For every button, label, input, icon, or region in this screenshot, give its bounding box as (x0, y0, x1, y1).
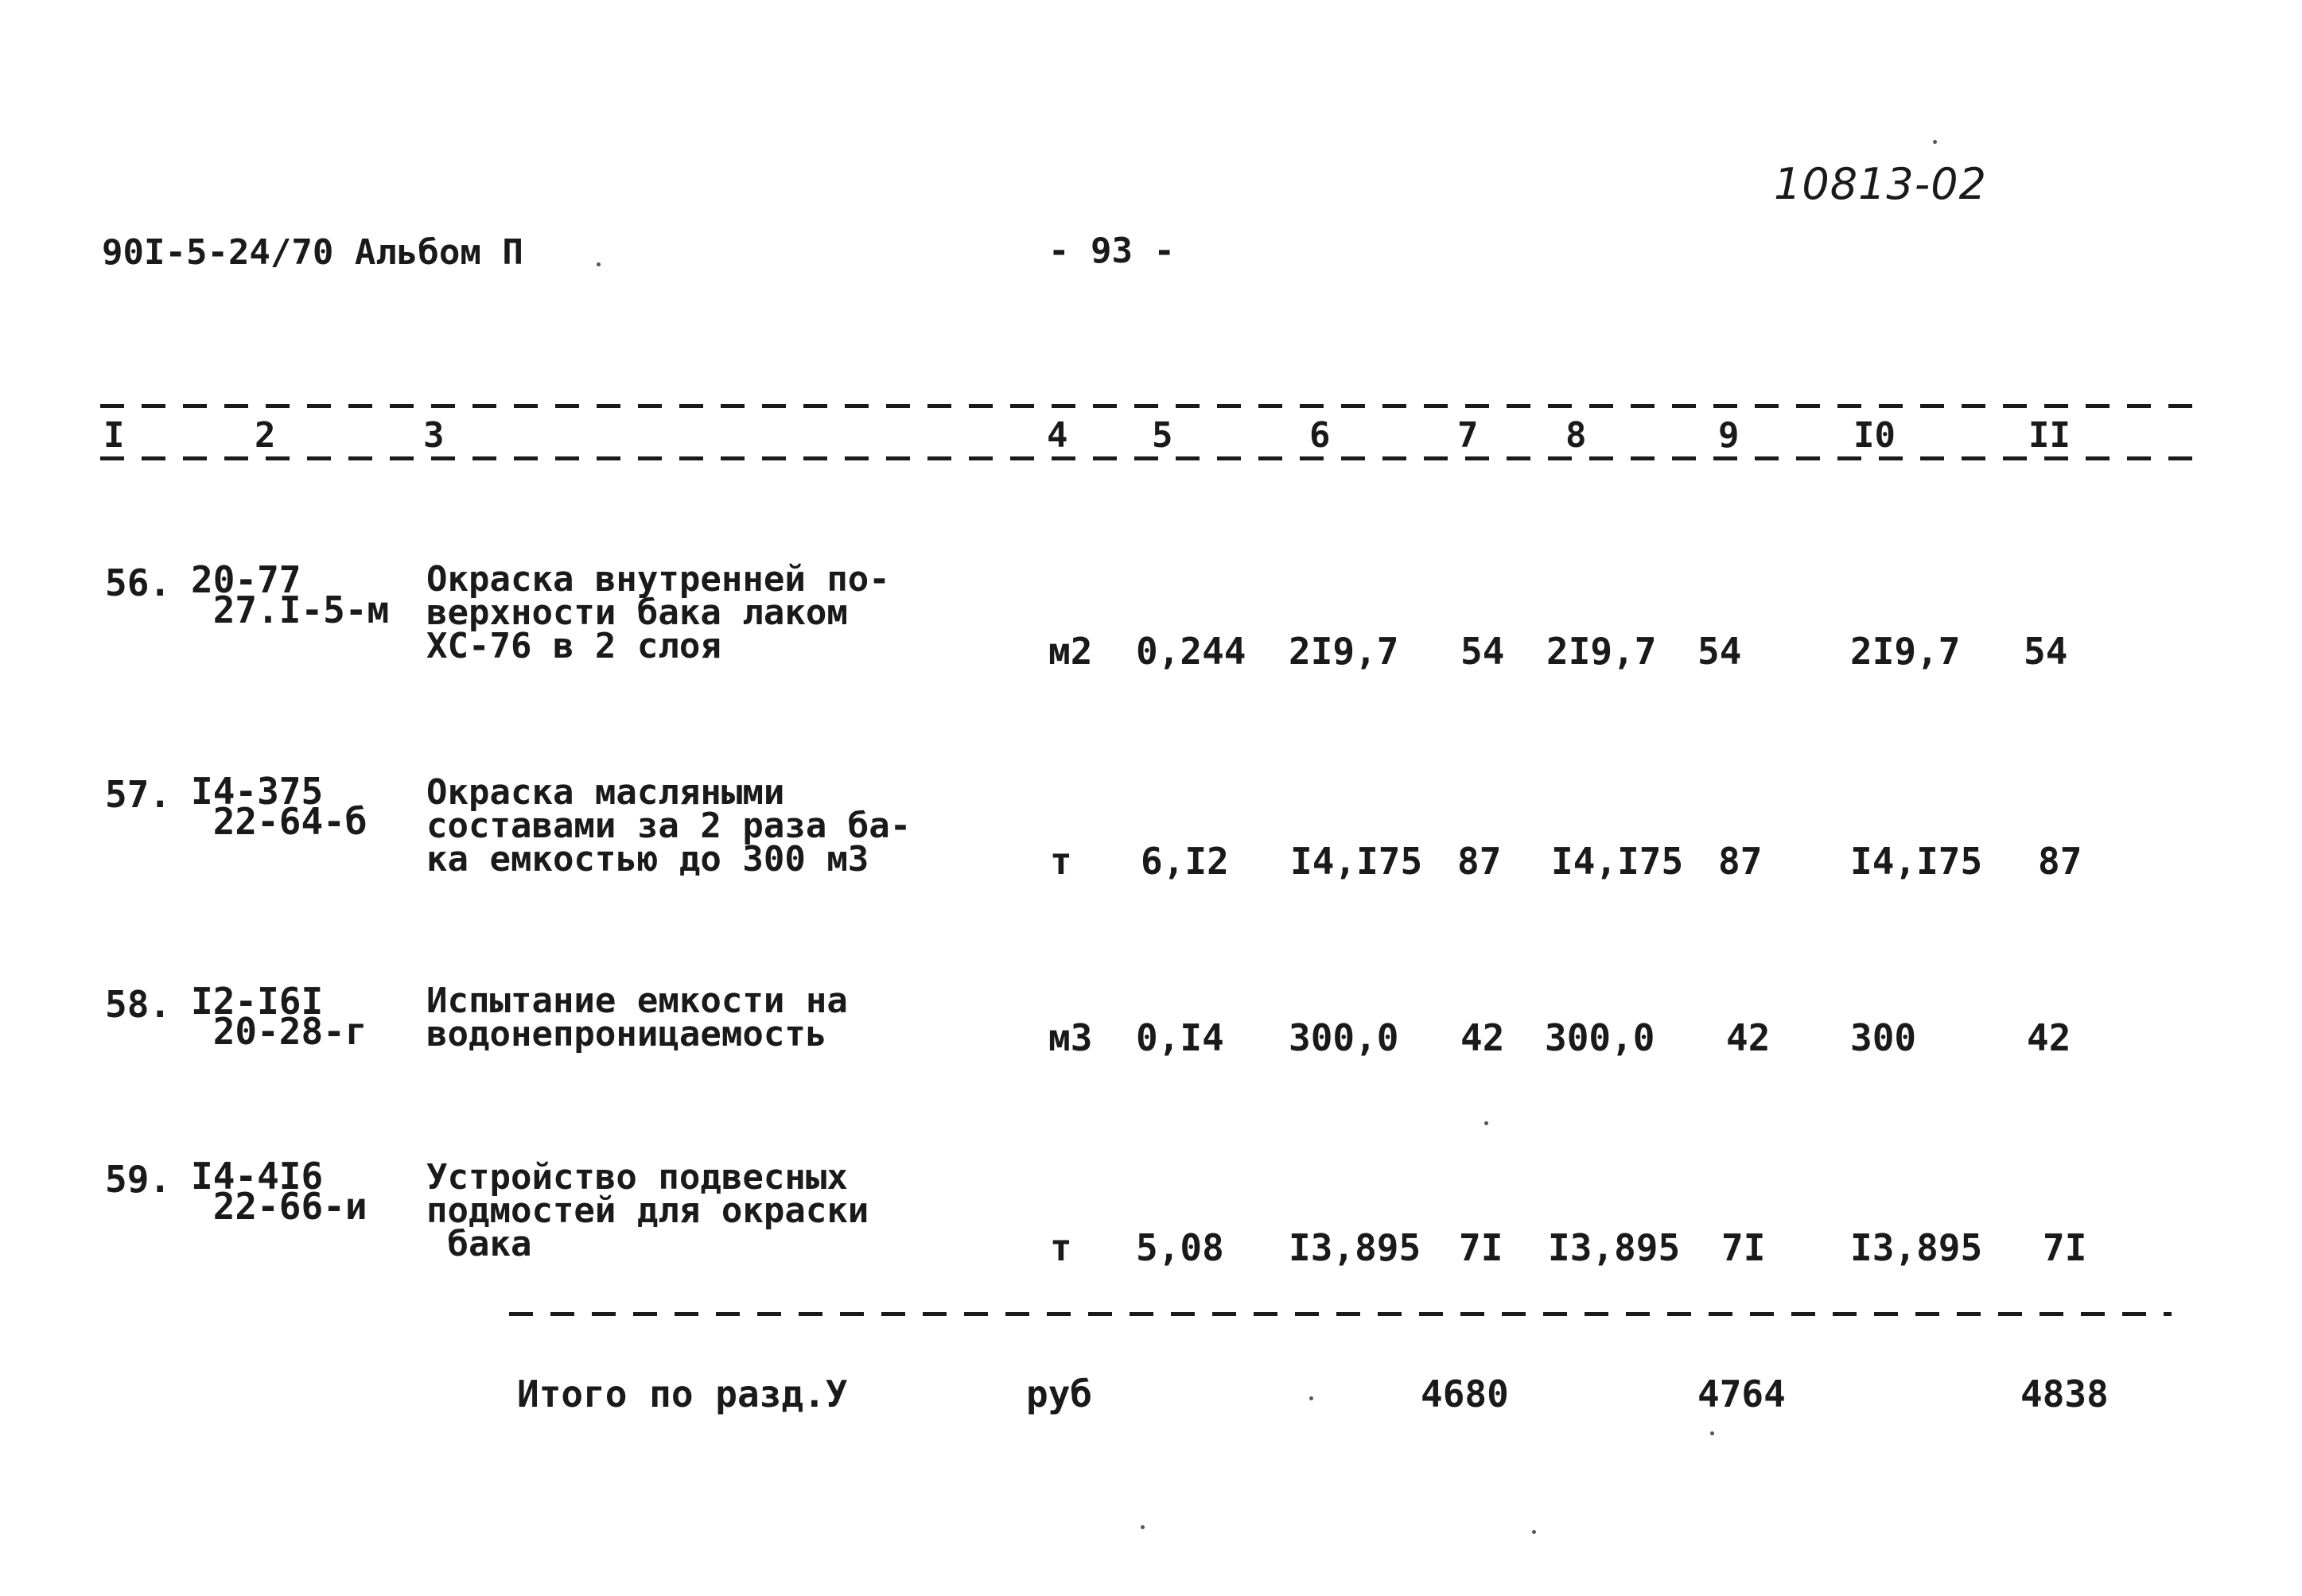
quantity: 6,I2 (1141, 840, 1229, 883)
row-number: 56. (105, 561, 172, 604)
header-bottom-rule (100, 456, 2192, 460)
scan-speck (1710, 1431, 1714, 1435)
total-col7: 4680 (1421, 1373, 1509, 1415)
col8-value: 2I9,7 (1546, 630, 1657, 673)
col10-value: 300 (1850, 1016, 1917, 1059)
col-header-3: 3 (423, 415, 445, 456)
scan-speck (597, 262, 601, 266)
col6-value: I3,895 (1289, 1226, 1421, 1269)
quantity: 0,I4 (1136, 1016, 1224, 1059)
total-col11: 4838 (2020, 1373, 2109, 1415)
totals-rule (509, 1312, 2172, 1316)
col-header-5: 5 (1152, 415, 1173, 456)
col6-value: I4,I75 (1290, 840, 1423, 883)
scan-speck (1484, 1121, 1488, 1125)
scan-speck (1933, 140, 1937, 144)
col-header-1: I (103, 415, 125, 456)
col-header-2: 2 (255, 415, 276, 456)
col9-value: 7I (1721, 1226, 1766, 1269)
unit: т (1050, 1226, 1072, 1269)
col10-value: I3,895 (1850, 1226, 1983, 1269)
unit: т (1050, 840, 1072, 883)
col-header-9: 9 (1718, 415, 1740, 456)
row-number: 57. (105, 773, 172, 816)
col-header-10: I0 (1853, 415, 1896, 456)
col8-value: 300,0 (1545, 1016, 1655, 1059)
total-unit: руб (1026, 1373, 1093, 1415)
col-header-6: 6 (1309, 415, 1331, 456)
col-header-8: 8 (1565, 415, 1587, 456)
col9-value: 54 (1697, 630, 1742, 673)
col10-value: I4,I75 (1850, 840, 1983, 883)
col9-value: 42 (1726, 1016, 1771, 1059)
page-number: - 93 - (1048, 231, 1175, 271)
norm-code: 20-77 27.I-5-м (191, 558, 390, 631)
col-header-7: 7 (1457, 415, 1479, 456)
col7-value: 42 (1460, 1016, 1505, 1059)
work-description: Испытание емкости на водонепроницаемость (426, 981, 848, 1054)
row-number: 58. (105, 983, 172, 1026)
col6-value: 2I9,7 (1289, 630, 1399, 673)
col11-value: 54 (2024, 630, 2068, 673)
header-top-rule (100, 404, 2192, 408)
quantity: 5,08 (1136, 1226, 1224, 1269)
total-col9: 4764 (1697, 1373, 1786, 1415)
col7-value: 54 (1460, 630, 1505, 673)
work-description: Окраска масляными составами за 2 раза ба- ка емкостью до 300 м3 (426, 772, 912, 880)
col11-value: 87 (2038, 840, 2082, 883)
col6-value: 300,0 (1289, 1016, 1399, 1059)
col11-value: 7I (2043, 1226, 2087, 1269)
unit: м2 (1048, 630, 1093, 673)
col-header-11: II (2028, 415, 2071, 456)
scan-speck (1532, 1530, 1536, 1534)
norm-code: I2-I6I 20-28-г (191, 980, 367, 1053)
col-header-4: 4 (1047, 415, 1068, 456)
norm-code: I4-375 22-64-б (191, 770, 367, 843)
quantity: 0,244 (1136, 630, 1246, 673)
col8-value: I3,895 (1548, 1226, 1681, 1269)
work-description: Устройство подвесных подмостей для окраски бака (426, 1157, 869, 1264)
col11-value: 42 (2027, 1016, 2071, 1059)
col10-value: 2I9,7 (1850, 630, 1961, 673)
col7-value: 87 (1457, 840, 1502, 883)
work-description: Окраска внутренней по- верхности бака лаком ХС-76 в 2 слоя (426, 559, 890, 666)
row-number: 59. (105, 1158, 172, 1201)
col8-value: I4,I75 (1551, 840, 1684, 883)
scan-speck (1309, 1396, 1313, 1400)
norm-code: I4-4I6 22-66-и (191, 1155, 367, 1228)
col9-value: 87 (1718, 840, 1763, 883)
scan-speck (1141, 1525, 1145, 1529)
col7-value: 7I (1459, 1226, 1503, 1269)
total-label: Итого по разд.У (517, 1373, 848, 1415)
unit: м3 (1048, 1016, 1093, 1059)
handwritten-number: 10813-02 (1774, 159, 1987, 209)
document-series-ref: 90I-5-24/70 Альбом П (102, 232, 523, 273)
